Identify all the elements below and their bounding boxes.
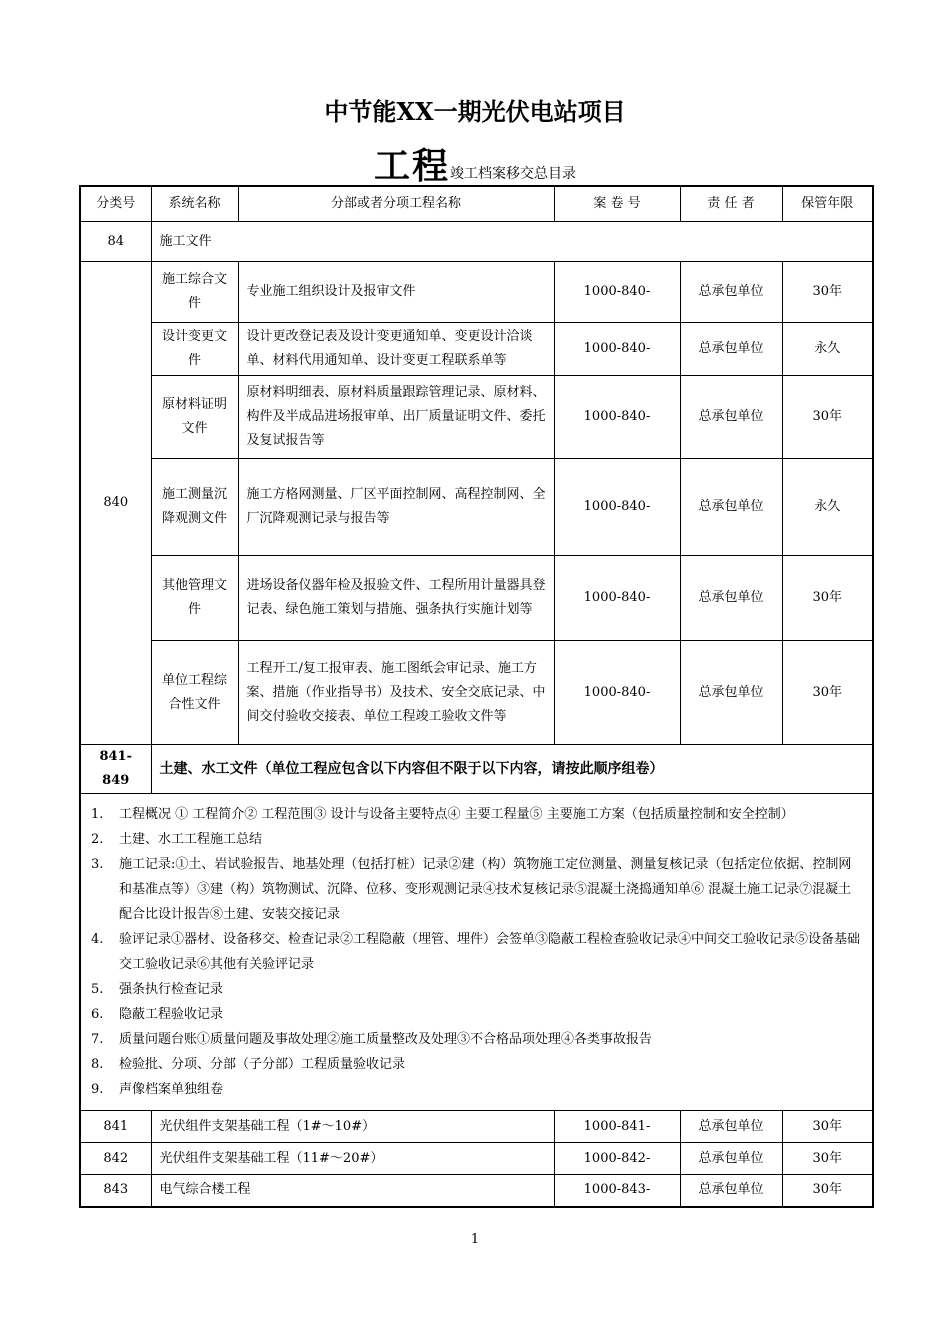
retention-cell: 永久 [782, 323, 873, 376]
file-number-cell: 1000-840- [554, 262, 680, 323]
table-row [80, 1111, 873, 1143]
retention-cell: 30年 [782, 556, 873, 641]
list-number: 4. [91, 932, 104, 947]
list-item [91, 1052, 864, 1077]
description-cell: 光伏组件支架基础工程（11#～20#） [151, 1143, 554, 1175]
list-number: 5. [91, 982, 104, 997]
list-number: 2. [91, 832, 104, 847]
list-item [91, 1002, 864, 1027]
header-cell: 案 卷 号 [554, 186, 680, 222]
description-cell: 专业施工组织设计及报审文件 [238, 262, 554, 323]
retention-cell: 30年 [782, 1143, 873, 1175]
list-text: 强条执行检查记录 [119, 982, 224, 997]
header-cell: 保管年限 [782, 186, 873, 222]
table-row [80, 556, 873, 641]
section-row-84 [80, 222, 873, 262]
subtitle-small-text: 竣工档案移交总目录 [450, 166, 576, 182]
list-number: 9. [91, 1082, 104, 1097]
owner-cell: 总承包单位 [680, 1175, 782, 1207]
section-row-841-849 [80, 745, 873, 794]
system-name-cell: 原材料证明文件 [151, 376, 238, 459]
list-item [91, 827, 864, 852]
system-name-cell: 其他管理文件 [151, 556, 238, 641]
code-cell: 841 [80, 1111, 151, 1143]
file-number-cell: 1000-841- [554, 1111, 680, 1143]
list-item [91, 977, 864, 1002]
subtitle-large-text: 工程 [373, 145, 450, 187]
code-cell: 843 [80, 1175, 151, 1207]
list-item [91, 1027, 864, 1052]
retention-cell: 30年 [782, 1111, 873, 1143]
list-text: 检验批、分项、分部（子分部）工程质量验收记录 [119, 1057, 406, 1072]
file-number-cell: 1000-840- [554, 459, 680, 556]
archive-catalog-table [79, 185, 874, 1208]
owner-cell: 总承包单位 [680, 323, 782, 376]
list-text: 隐蔽工程验收记录 [119, 1007, 224, 1022]
owner-cell: 总承包单位 [680, 262, 782, 323]
file-number-cell: 1000-840- [554, 641, 680, 745]
retention-cell: 30年 [782, 641, 873, 745]
description-cell: 工程开工/复工报审表、施工图纸会审记录、施工方案、措施（作业指导书）及技术、安全交底记录、中间交付验收交接表、单位工程竣工验收文件等 [238, 641, 554, 745]
system-name-cell: 设计变更文件 [151, 323, 238, 376]
description-cell: 进场设备仪器年检及报验文件、工程所用计量器具登记表、绿色施工策划与措施、强条执行实施计划等 [238, 556, 554, 641]
list-item [91, 927, 864, 977]
table-row [80, 262, 873, 323]
file-number-cell: 1000-842- [554, 1143, 680, 1175]
description-cell: 设计更改登记表及设计变更通知单、变更设计洽谈单、材料代用通知单、设计变更工程联系单等 [238, 323, 554, 376]
list-number: 1. [91, 807, 104, 822]
list-text: 工程概况 ① 工程简介② 工程范围③ 设计与设备主要特点④ 主要工程量⑤ 主要施工方案（包括质量控制和安全控制） [119, 807, 794, 822]
retention-cell: 30年 [782, 262, 873, 323]
list-item [91, 1077, 864, 1102]
file-number-cell: 1000-840- [554, 556, 680, 641]
document-title: 中节能XX一期光伏电站项目 [324, 97, 626, 126]
table-row [80, 376, 873, 459]
section-code: 84 [80, 222, 151, 262]
list-number: 6. [91, 1007, 104, 1022]
page-number: 1 [470, 1232, 480, 1247]
requirements-list [80, 794, 873, 1111]
requirements-list-row [80, 794, 873, 1111]
code-cell: 842 [80, 1143, 151, 1175]
retention-cell: 30年 [782, 1175, 873, 1207]
file-number-cell: 1000-843- [554, 1175, 680, 1207]
owner-cell: 总承包单位 [680, 1143, 782, 1175]
table-row [80, 323, 873, 376]
owner-cell: 总承包单位 [680, 641, 782, 745]
table-row [80, 1143, 873, 1175]
list-text: 验评记录①器材、设备移交、检查记录②工程隐蔽（埋管、埋件）会签单③隐蔽工程检查验收记录④中间交工验收记录⑤设备基础交工验收记录⑥其他有关验评记录 [119, 932, 861, 972]
owner-cell: 总承包单位 [680, 376, 782, 459]
section-name: 土建、水工文件（单位工程应包含以下内容但不限于以下内容，请按此顺序组卷） [151, 745, 873, 794]
owner-cell: 总承包单位 [680, 1111, 782, 1143]
list-number: 7. [91, 1032, 104, 1047]
owner-cell: 总承包单位 [680, 556, 782, 641]
description-cell: 施工方格网测量、厂区平面控制网、高程控制网、全厂沉降观测记录与报告等 [238, 459, 554, 556]
file-number-cell: 1000-840- [554, 376, 680, 459]
list-item [91, 802, 864, 827]
list-number: 3. [91, 857, 104, 872]
system-name-cell: 施工测量沉降观测文件 [151, 459, 238, 556]
list-text: 施工记录:①土、岩试验报告、地基处理（包括打桩）记录②建（构）筑物施工定位测量、测量复核记录（包括定位依据、控制网和基准点等）③建（构）筑物测试、沉降、位移、变形观测记录④技术复核记录⑤混凝土浇捣通知单⑥ 混凝土施工记录⑦混凝土配合比设计报告⑧土建、安装交接记录 [119, 857, 852, 922]
description-cell: 原材料明细表、原材料质量跟踪管理记录、原材料、构件及半成品进场报审单、出厂质量证明文件、委托及复试报告等 [238, 376, 554, 459]
system-name-cell: 单位工程综合性文件 [151, 641, 238, 745]
list-text: 土建、水工工程施工总结 [119, 832, 263, 847]
table-row [80, 1175, 873, 1207]
system-name-cell: 施工综合文件 [151, 262, 238, 323]
file-number-cell: 1000-840- [554, 323, 680, 376]
section-code: 841-849 [80, 745, 151, 794]
table-header-row [80, 186, 873, 222]
table-row [80, 641, 873, 745]
description-cell: 电气综合楼工程 [151, 1175, 554, 1207]
section-name: 施工文件 [151, 222, 873, 262]
document-subtitle [0, 138, 950, 189]
group-code: 840 [80, 262, 151, 745]
header-cell: 分类号 [80, 186, 151, 222]
table-row [80, 459, 873, 556]
list-item [91, 852, 864, 927]
owner-cell: 总承包单位 [680, 459, 782, 556]
list-text: 声像档案单独组卷 [119, 1082, 224, 1097]
list-number: 8. [91, 1057, 104, 1072]
header-cell: 系统名称 [151, 186, 238, 222]
header-cell: 责 任 者 [680, 186, 782, 222]
header-cell: 分部或者分项工程名称 [238, 186, 554, 222]
description-cell: 光伏组件支架基础工程（1#～10#） [151, 1111, 554, 1143]
list-text: 质量问题台账①质量问题及事故处理②施工质量整改及处理③不合格品项处理④各类事故报告 [119, 1032, 653, 1047]
retention-cell: 30年 [782, 376, 873, 459]
retention-cell: 永久 [782, 459, 873, 556]
